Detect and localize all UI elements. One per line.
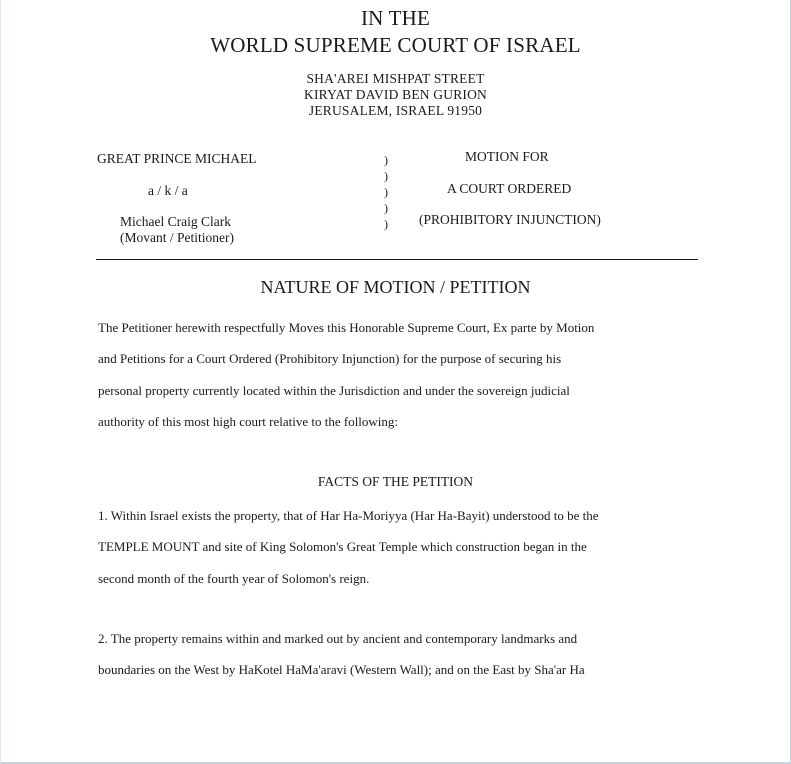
fact-1-line: 1. Within Israel exists the property, that of Har Ha-Moriyya (Har Ha-Bayit) understood to be the bbox=[98, 508, 599, 523]
fact-1-line: second month of the fourth year of Solomon's reign. bbox=[98, 571, 370, 586]
nature-line: authority of this most high court relative to the following: bbox=[98, 414, 399, 429]
court-title-line-2: WORLD SUPREME COURT OF ISRAEL bbox=[210, 33, 581, 57]
motion-title-line-3: (PROHIBITORY INJUNCTION) bbox=[419, 212, 601, 227]
motion-title-line-2: A COURT ORDERED bbox=[447, 181, 572, 196]
nature-heading: NATURE OF MOTION / PETITION bbox=[260, 277, 531, 297]
caption-paren: ) bbox=[384, 185, 388, 199]
caption-paren: ) bbox=[384, 169, 388, 183]
fact-2-line: 2. The property remains within and marked out by ancient and contemporary landmarks and bbox=[98, 631, 578, 646]
caption-divider bbox=[96, 259, 698, 260]
address-city: JERUSALEM, ISRAEL 91950 bbox=[308, 103, 483, 118]
caption-legal-name: Michael Craig Clark bbox=[120, 214, 231, 229]
address-district: KIRYAT DAVID BEN GURION bbox=[304, 87, 487, 102]
fact-2-line: boundaries on the West by HaKotel HaMa'aravi (Western Wall); and on the East by Sha'ar Ha bbox=[98, 662, 585, 677]
nature-line: and Petitions for a Court Ordered (Prohibitory Injunction) for the purpose of securing his bbox=[98, 351, 562, 366]
caption-role: (Movant / Petitioner) bbox=[120, 230, 234, 245]
caption-aka: a / k / a bbox=[148, 183, 188, 198]
caption-paren: ) bbox=[384, 201, 388, 215]
nature-line: The Petitioner herewith respectfully Moves this Honorable Supreme Court, Ex parte by Motion bbox=[98, 320, 595, 335]
caption-paren: ) bbox=[384, 153, 388, 167]
nature-line: personal property currently located within the Jurisdiction and under the sovereign judicial bbox=[98, 383, 570, 398]
address-street: SHA'AREI MISHPAT STREET bbox=[306, 71, 485, 86]
motion-title-line-1: MOTION FOR bbox=[465, 149, 549, 164]
caption-party-name: GREAT PRINCE MICHAEL bbox=[97, 151, 257, 166]
facts-heading: FACTS OF THE PETITION bbox=[317, 474, 474, 489]
caption-paren: ) bbox=[384, 217, 388, 231]
court-title-line-1: IN THE bbox=[360, 6, 431, 30]
fact-1-line: TEMPLE MOUNT and site of King Solomon's Great Temple which construction began in the bbox=[98, 539, 587, 554]
